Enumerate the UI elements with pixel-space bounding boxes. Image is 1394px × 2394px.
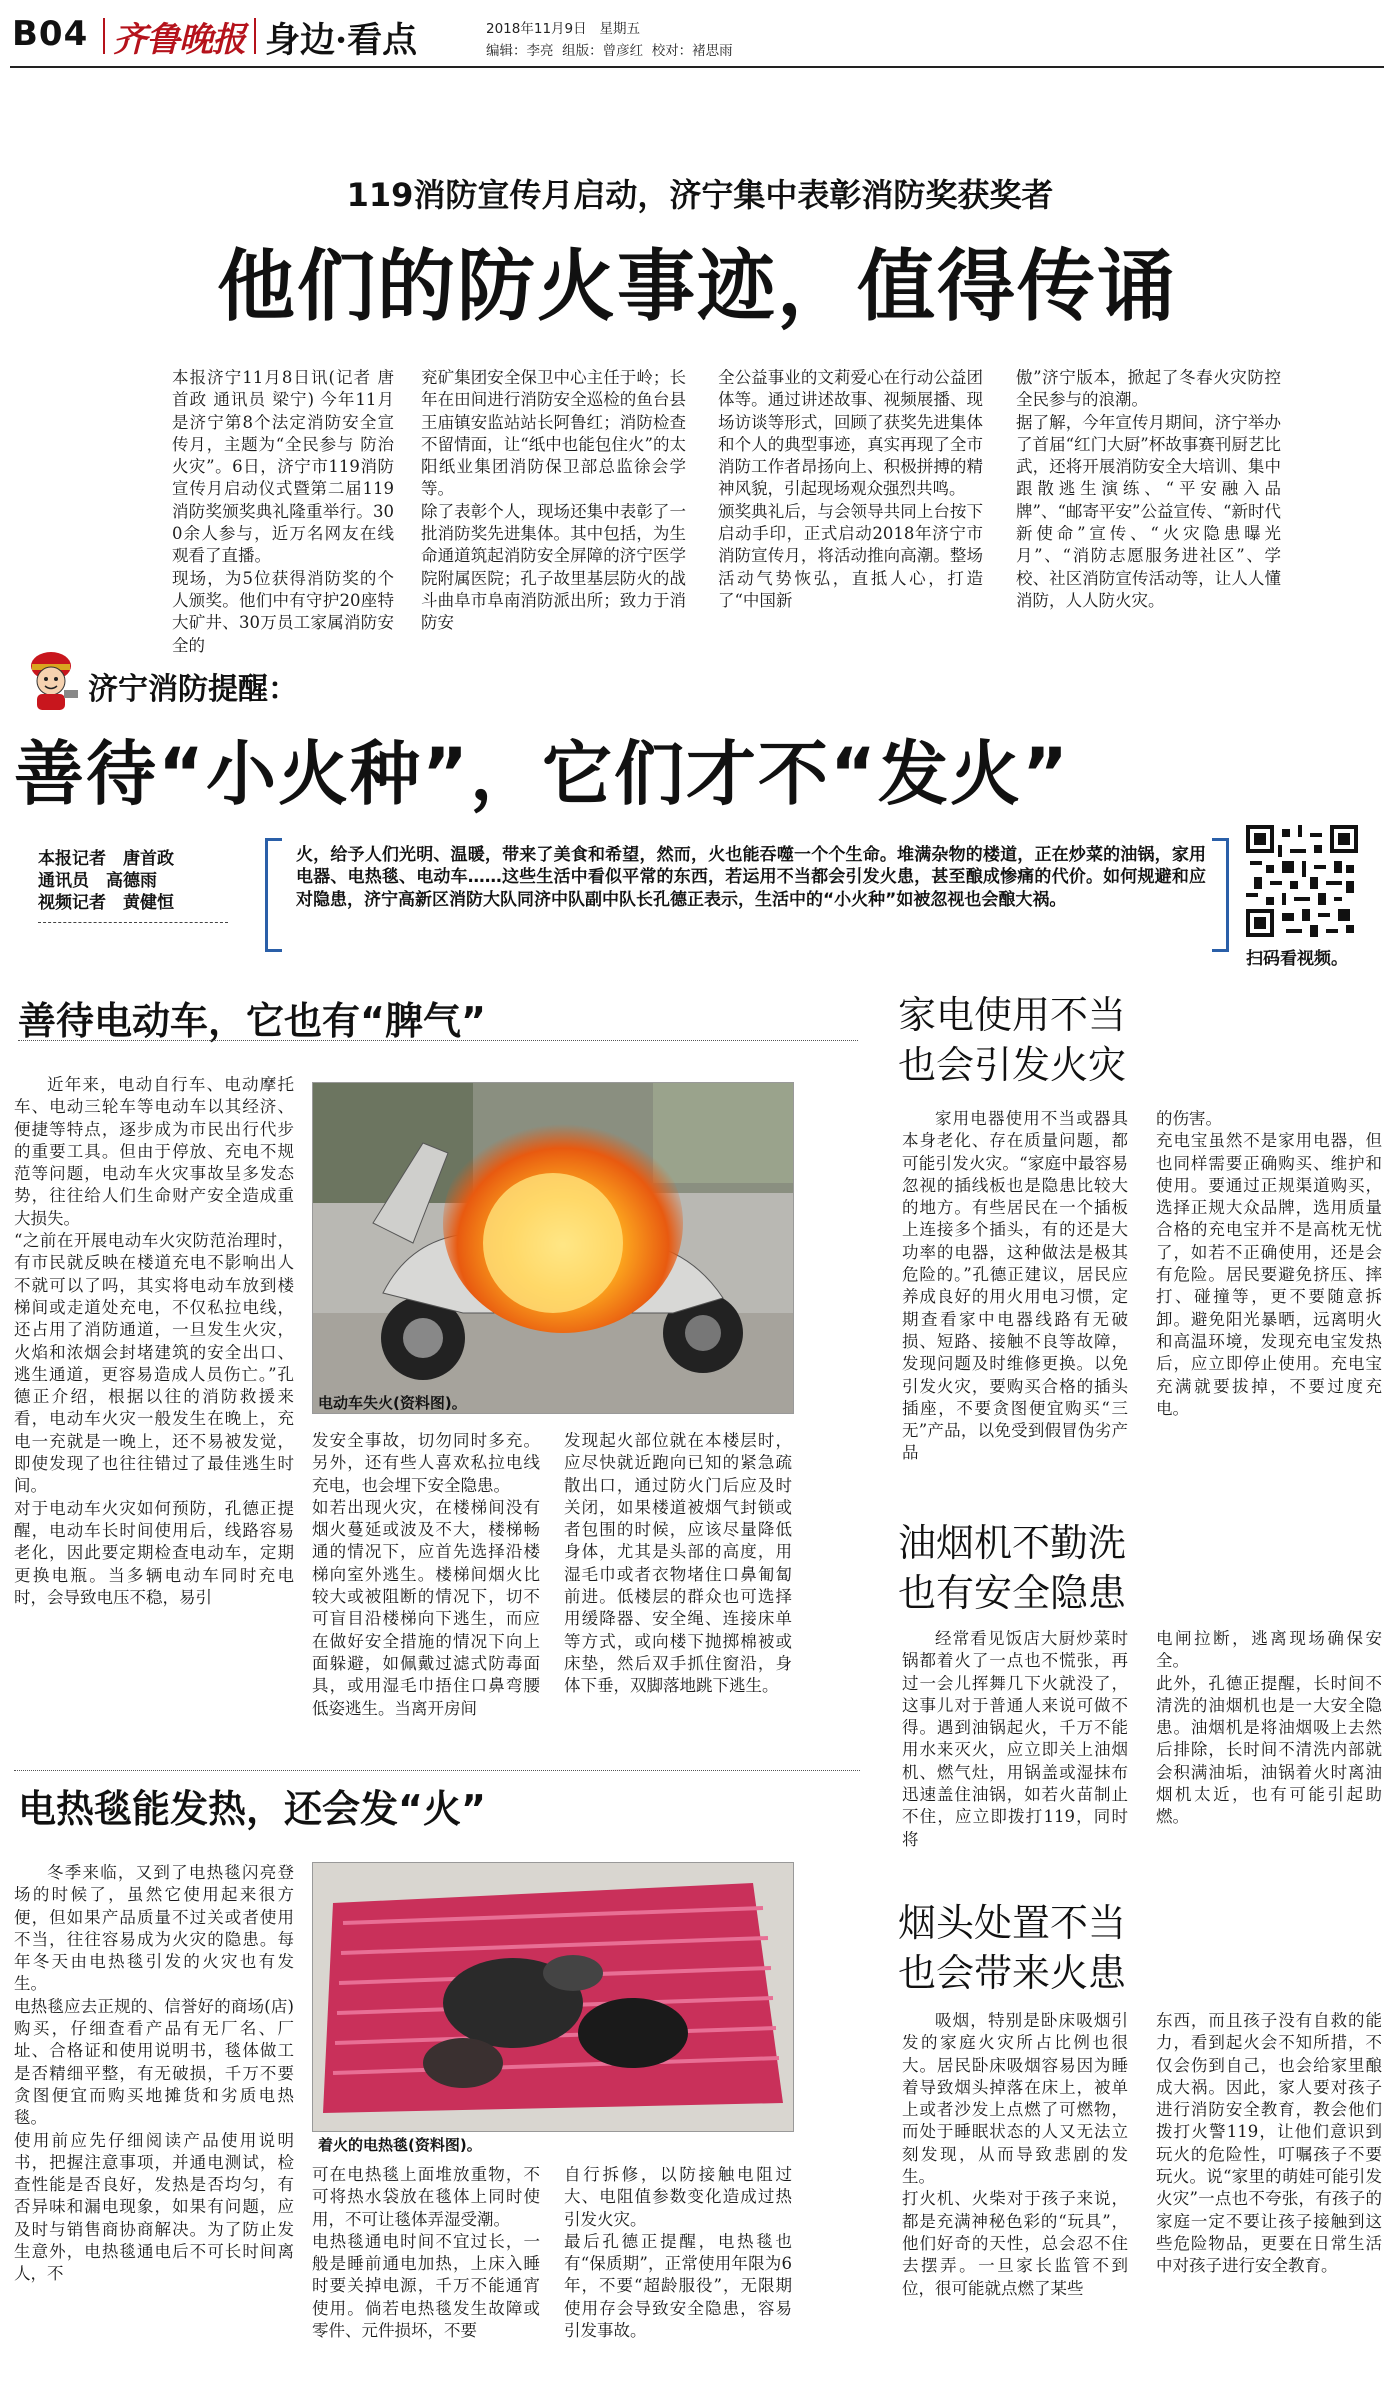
- story2-byline: [38, 848, 174, 914]
- ev-photo-caption: 电动车失火(资料图)。: [318, 1394, 467, 1412]
- story1-column: [421, 367, 686, 635]
- story1-column: [172, 367, 394, 657]
- cigarette-col2-text: 东西，而且孩子没有自救的能力，看到起火会不知所措，不仅会伤到自己，也会给家里酿成大祸。因此，家人要对孩子进行消防安全教育，教会他们拨打火警119，让他们意识到玩火的危险性，叮嘱孩子不要玩火。说“家里的萌娃可能引发火灾”一点也不夸张，有孩子的家庭一定不要让孩子接触到这些危险物品，更要在日常生活中对孩子进行安全教育。: [1156, 2011, 1382, 2276]
- byline-correspondent: 通讯员 高德雨: [38, 871, 157, 891]
- hood-section-title: [898, 1518, 1126, 1618]
- ev-col1-text: 近年来，电动自行车、电动摩托车、电动三轮车等电动车以其经济、便捷等特点，逐步成为市民出行代步的重要工具。但由于停放、充电不规范等问题，电动车火灾事故呈多发态势，往往给人们生命财产安全造成重大损失。 “之前在开展电动车火灾防范治理时，有市民就反映在楼道充电不影响出人不就可以了吗，其实将电动车放到楼梯间或走道处充电，不仅私拉电线，还占用了消防通道，一旦发生火灾，火焰和浓烟会封堵建筑的安全出口、逃生通道，更容易造成人员伤亡。”孔德正介绍，根据以往的消防救援来看，电动车火灾一般发生在晚上，充电一充就是一晚上，还不易被发觉，即使发现了也往往错过了最佳逃生时间。 对于电动车火灾如何预防，孔德正提醒，电动车长时间使用后，线路容易老化，因此要定期检查电动车，定期更换电瓶。当多辆电动车同时充电时，会导致电压不稳，易引: [14, 1075, 294, 1607]
- appliance-section-title: [898, 990, 1126, 1090]
- ev-fire-photo: [312, 1082, 794, 1414]
- cigarette-column: [902, 2010, 1128, 2300]
- burning-scooter-illustration: [313, 1083, 793, 1413]
- cigarette-title-line1: 烟头处置不当: [898, 1901, 1127, 1945]
- appliance-col1-text: 家用电器使用不当或器具本身老化、存在质量问题，都可能引发火灾。“家庭中最容易忽视的插线板也是隐患比较大的地方。有些居民在一个插板上连接多个插头，有的还是大功率的电器，这种做法是极其危险的。”孔德正建议，居民应养成良好的用火用电习惯，定期查看家中电器线路有无破损、短路、接触不良等故障，发现问题及时维修更换。以免引发火灾，要购买合格的插头插座，不要贪图便宜购买“三无”产品，以免受到假冒伪劣产品: [902, 1109, 1128, 1463]
- story1-col4-text: 傲”济宁版本，掀起了冬春火灾防控全民参与的浪潮。 据了解，今年宣传月期间，济宁举办了首届“红门大厨”杯故事赛刊厨艺比武，还将开展消防安全大培训、集中跟散逃生演练、“平安融入品牌”、“邮寄平安”公益宣传、“新时代 新使命”宣传、“火灾隐患曝光月”、“消防志愿服务进社区”、学校、社区消防宣传活动等，让人人懂消防，人人防火灾。: [1016, 368, 1281, 610]
- appliance-title-line2: 也会引发火灾: [898, 1043, 1127, 1087]
- story1-col3-text: 全公益事业的文莉爱心在行动公益团体等。通过讲述故事、视频展播、现场访谈等形式，回顾了获奖先进集体和个人的典型事迹，真实再现了全市消防工作者昂扬向上、积极拼搏的精神风貌，引起现场观众强烈共鸣。 颁奖典礼后，与会领导共同上台按下启动手印，正式启动2018年济宁市消防宣传月，将活动推向高潮。整场活动气势恢弘，直抵人心，打造了“中国新: [718, 368, 983, 610]
- blanket-col1-text: 冬季来临，又到了电热毯闪亮登场的时候了，虽然它使用起来很方便，但如果产品质量不过关或者使用不当，往往容易成为火灾的隐患。每年冬天由电热毯引发的火灾也有发生。 电热毯应去正规的、信誉好的商场(店)购买，仔细查看产品有无厂名、厂址、合格证和使用说明书，毯体做工是否精细平整，有无破损，千万不要贪图便宜而购买地摊货和劣质电热毯。 使用前应先仔细阅读产品使用说明书，把握注意事项，并通电测试，检查性能是否良好，发热是否均匀，有否异味和漏电现象，如果有问题，应及时与销售商协商解决。为了防止发生意外，电热毯通电后不可长时间离人，不: [14, 1863, 294, 2284]
- ev-column: [312, 1430, 540, 1720]
- byline-video: 视频记者 黄健恒: [38, 893, 174, 913]
- appliance-title-line1: 家电使用不当: [898, 993, 1127, 1037]
- masthead-info: [486, 18, 733, 62]
- hood-title-line1: 油烟机不勤洗: [898, 1521, 1127, 1565]
- cigarette-section-title: [898, 1898, 1126, 1998]
- blanket-fire-photo: [312, 1862, 794, 2132]
- qr-caption: 扫码看视频。: [1246, 949, 1348, 969]
- story2-logo-label: 济宁消防提醒：: [88, 672, 298, 707]
- lead-bracket-right: [1212, 838, 1229, 952]
- ev-col3-text: 发现起火部位就在本楼层时，应尽快就近跑向已知的紧急疏散出口，通过防火门后应及时关闭，如果楼道被烟气封锁或者包围的时候，应该尽量降低身体，尤其是头部的高度，用湿毛巾或者衣物堵住口鼻匍匐前进。低楼层的群众也可选择用缓降器、安全绳、连接床单等方式，或向楼下抛掷棉被或床垫，然后双手抓住窗沿，身体下垂，双脚落地跳下逃生。: [564, 1431, 792, 1696]
- masthead-rule: [10, 66, 1384, 68]
- appliance-column: [902, 1108, 1128, 1465]
- blanket-section-title: 电热毯能发热，还会发“火”: [18, 1787, 486, 1831]
- blanket-photo-caption: 着火的电热毯(资料图)。: [318, 2136, 482, 2154]
- story2-lead: 火，给予人们光明、温暖，带来了美食和希望，然而，火也能吞噬一个个生命。堆满杂物的楼道，正在炒菜的油锅，家用电器、电热毯、电动车……这些生活中看似平常的东西，若运用不当都会引发火患，甚至酿成惨痛的代价。如何规避和应对隐患，济宁高新区消防大队同济中队副中队长孔德正表示，生活中的“小火种”如被忽视也会酿大祸。: [296, 845, 1206, 910]
- story2-headline: 善待“小火种”，它们才不“发火”: [14, 733, 1071, 815]
- story1-headline: 他们的防火事迹，值得传诵: [216, 242, 1177, 332]
- issue-weekday: 星期五: [599, 21, 640, 37]
- hood-column: [1156, 1628, 1382, 1829]
- ev-title-rule: [18, 1040, 858, 1041]
- blanket-column: [564, 2164, 792, 2342]
- ev-column: [14, 1074, 294, 1609]
- appliance-col2-text: 的伤害。 充电宝虽然不是家用电器，但也同样需要正确购买、维护和使用。要通过正规渠道购买，选择正规大众品牌，选用质量合格的充电宝并不是高枕无忧了，如若不正确使用，还是会有危险。居民要避免挤压、摔打、碰撞等，更不要随意拆卸。避免阳光暴晒，远离明火和高温环境，发现充电宝发热后，应立即停止使用。充电宝充满就要拔掉，不要过度充电。: [1156, 1109, 1382, 1418]
- byline-rule: [38, 922, 228, 923]
- story1-col1-text: 本报济宁11月8日讯(记者 唐首政 通讯员 梁宁) 今年11月是济宁第8个法定消防安全宣传月，主题为“全民参与 防治火灾”。6日，济宁市119消防宣传月启动仪式暨第二届119消防奖颁奖典礼隆重举行。300余人参与，近万名网友在线观看了直播。 现场，为5位获得消防奖的个人颁奖。他们中有守护20座特大矿井、30万员工家属消防安全的: [172, 368, 394, 655]
- cigarette-title-line2: 也会带来火患: [898, 1951, 1127, 1995]
- firefighter-mascot-icon: [20, 646, 82, 712]
- byline-reporter: 本报记者 唐首政: [38, 849, 174, 869]
- proofreader: 校对：褚思雨: [651, 43, 733, 59]
- masthead-divider: [103, 18, 105, 54]
- ev-col2-text: 发安全事故，切勿同时多充。另外，还有些人喜欢私拉电线充电，也会埋下安全隐患。 如若出现火灾，在楼梯间没有烟火蔓延或波及不大，楼梯畅通的情况下，应首先选择沿楼梯向室外逃生。楼梯间烟火比较大或被阻断的情况下，切不可盲目沿楼梯向下逃生，而应在做好安全措施的情况下向上面躲避，如佩戴过滤式防毒面具，或用湿毛巾捂住口鼻弯腰低姿逃生。当离开房间: [312, 1431, 540, 1718]
- ev-section-title: 善待电动车，它也有“脾气”: [18, 999, 486, 1043]
- paper-logo: 齐鲁晚报: [113, 20, 245, 60]
- layout-editor: 组版：曾彦红: [562, 43, 644, 59]
- appliance-column: [1156, 1108, 1382, 1420]
- blanket-title-rule: [14, 1770, 860, 1771]
- cigarette-col1-text: 吸烟，特别是卧床吸烟引发的家庭火灾所占比例也很大。居民卧床吸烟容易因为睡着导致烟头掉落在床上，被单上或者沙发上点燃了可燃物，而处于睡眠状态的人又无法立刻发现，从而导致悲剧的发生。 打火机、火柴对于孩子来说，都是充满神秘色彩的“玩具”，他们好奇的天性，总会忍不住去摆弄。一旦家长监管不到位，很可能就点燃了某些: [902, 2011, 1128, 2298]
- issue-date: 2018年11月9日: [486, 21, 587, 37]
- qr-code-icon: [1246, 825, 1358, 937]
- blanket-col3-text: 自行拆修，以防接触电阻过大、电阻值参数变化造成过热引发火灾。 最后孔德正提醒，电热毯也有“保质期”，正常使用年限为6年，不要“超龄服役”，无限期使用存会导致安全隐患，容易引发事故。: [564, 2165, 792, 2341]
- page-number: B04: [12, 14, 89, 54]
- story1-col2-text: 兖矿集团安全保卫中心主任于岭；长年在田间进行消防安全巡检的鱼台县王庙镇安监站站长阿鲁红；消防检查不留情面，让“纸中也能包住火”的太阳纸业集团消防保卫部总监徐会学等。 除了表彰个人，现场还集中表彰了一批消防奖先进集体。其中包括，为生命通道筑起消防安全屏障的济宁医学院附属医院；孔子故里基层防火的战斗曲阜市阜南消防派出所；致力于消防安: [421, 368, 686, 633]
- ev-column: [564, 1430, 792, 1698]
- section-name: 身边·看点: [265, 20, 418, 61]
- blanket-column: [312, 2164, 540, 2342]
- hood-col2-text: 电闸拉断，逃离现场确保安全。 此外，孔德正提醒，长时间不清洗的油烟机也是一大安全隐患。油烟机是将油烟吸上去然后排除，长时间不清洗内部就会积满油垢，油锅着火时离油烟机太近，也有可能引起助燃。: [1156, 1629, 1382, 1827]
- blanket-col2-text: 可在电热毯上面堆放重物，不可将热水袋放在毯体上同时使用，不可让毯体弄湿受潮。 电热毯通电时间不宜过长，一般是睡前通电加热，上床入睡时要关掉电源，千万不能通宵使用。倘若电热毯发生故障或零件、元件损坏，不要: [312, 2165, 540, 2341]
- lead-bracket-left: [265, 838, 282, 952]
- story1-column: [718, 367, 983, 612]
- masthead-divider: [254, 18, 256, 54]
- burnt-blanket-illustration: [313, 1863, 793, 2131]
- cigarette-column: [1156, 2010, 1382, 2278]
- editor: 编辑：李亮: [486, 43, 554, 59]
- story1-kicker: 119消防宣传月启动，济宁集中表彰消防奖获奖者: [346, 176, 1054, 214]
- hood-column: [902, 1628, 1128, 1851]
- hood-title-line2: 也有安全隐患: [898, 1571, 1127, 1615]
- story1-column: [1016, 367, 1281, 612]
- hood-col1-text: 经常看见饭店大厨炒菜时锅都着火了一点也不慌张，再过一会儿挥舞几下火就没了，这事儿对于普通人来说可做不得。遇到油锅起火，千万不能用水来灭火，应立即关上油烟机、燃气灶，用锅盖或湿抹布迅速盖住油锅，如若火苗制止不住，应立即拨打119，同时将: [902, 1629, 1128, 1849]
- blanket-column: [14, 1862, 294, 2286]
